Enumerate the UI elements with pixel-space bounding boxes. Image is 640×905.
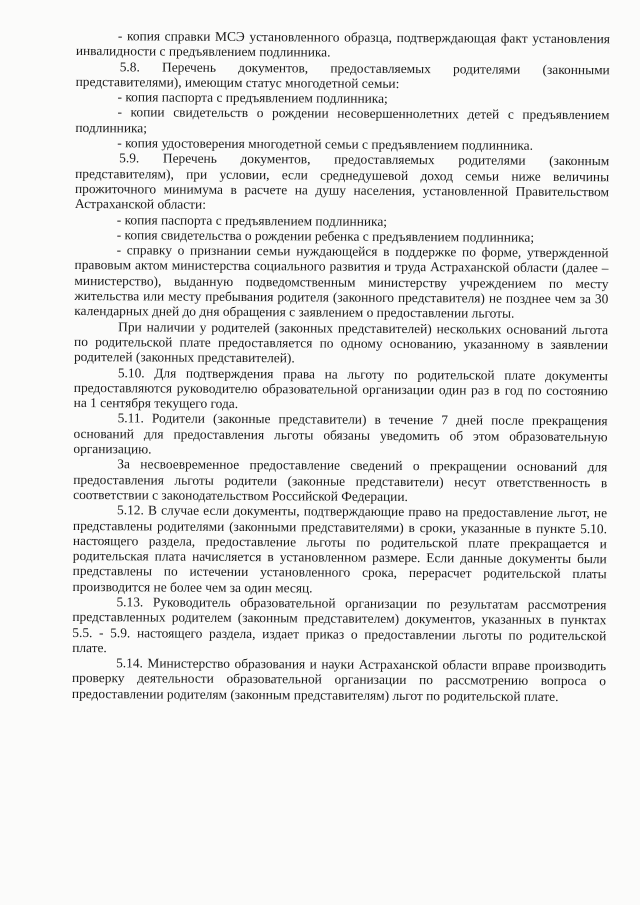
list-item: - копия паспорта с предъявлением подлинника; bbox=[116, 211, 388, 229]
paragraph: За несвоевременное предоставление сведений о прекращении оснований для предоставления льготы родители (законные представители) несут ответственность в соответствии с законодательством Российской Федерации. bbox=[73, 456, 608, 504]
list-item: - справку о признании семьи нуждающейся в поддержке по форме, утвержденной правовым актом министерства социального развития и труда Астраханской области (далее – министерство), выданную подведомственным министерству учреждением по месту жительства или месту пребывания родителя (законного представителя) не позднее чем за 30 календарных дней до дня обращения с заявлением о предоставлении льготы. bbox=[74, 242, 609, 322]
list-item: - копии свидетельств о рождении несовершеннолетних детей с предъявлением подлинника; bbox=[75, 104, 610, 136]
paragraph: 5.12. В случае если документы, подтверждающие право на предоставление льгот, не представлены родителями (законными представителями) в сроки, указанные в пункте 5.10. настоящего раздела, предоставление льготы по родительской плате прекращается и родительская плата начисляется в установленном размере. Если данные документы были представлены по истечении установленного срока, перерасчет родительской платы производится не более чем за один месяц. bbox=[72, 502, 608, 596]
list-item: - копия справки МСЭ установленного образца, подтверждающая факт установления инвалидности с предъявлением подлинника. bbox=[75, 28, 610, 60]
paragraph: 5.14. Министерство образования и науки Астраханской области вправе производить проверку деятельности образовательной организации по рассмотрению вопроса о предоставлении родителям (законным представителям) льгот по родительской плате. bbox=[71, 655, 607, 704]
paragraph: 5.11. Родители (законные представители) в течение 7 дней после прекращения оснований для предоставления льготы обязаны уведомить об этом образовательную организацию. bbox=[73, 410, 608, 457]
paragraph: 5.9. Перечень документов, предоставляемых родителями (законным представителям), при условии, если среднедушевой доход семьи ниже величины прожиточного минимума в расчете на душу населения, установленной Правительством Астраханской области: bbox=[74, 150, 610, 213]
list-item: - копия свидетельства о рождении ребенка с предъявлением подлинника; bbox=[116, 227, 535, 245]
document-body bbox=[72, 28, 610, 704]
paragraph: 5.10. Для подтверждения права на льготу по родительской плате документы предоставляются руководителю образовательной организации один раз в год по состоянию на 1 сентября текущего года. bbox=[73, 364, 608, 412]
list-item: - копия удостоверения многодетной семьи с предъявлением подлинника. bbox=[117, 135, 534, 153]
list-item: - копия паспорта с предъявлением подлинника; bbox=[117, 89, 388, 107]
paragraph: При наличии у родителей (законных представителей) нескольких оснований льгота по родительской плате предоставляется по одному основанию, указанному в заявлении родителей (законных представителей). bbox=[73, 318, 609, 366]
paragraph: 5.8. Перечень документов, предоставляемых родителями (законными представителями), имеющим статус многодетной семьи: bbox=[75, 58, 610, 91]
paragraph: 5.13. Руководитель образовательной организации по результатам рассмотрения представленных родителем (законным представителем) документов, указанных в пунктах 5.5. - 5.9. настоящего раздела, издает приказ о предоставлении льготы по родительской плате. bbox=[72, 594, 607, 656]
